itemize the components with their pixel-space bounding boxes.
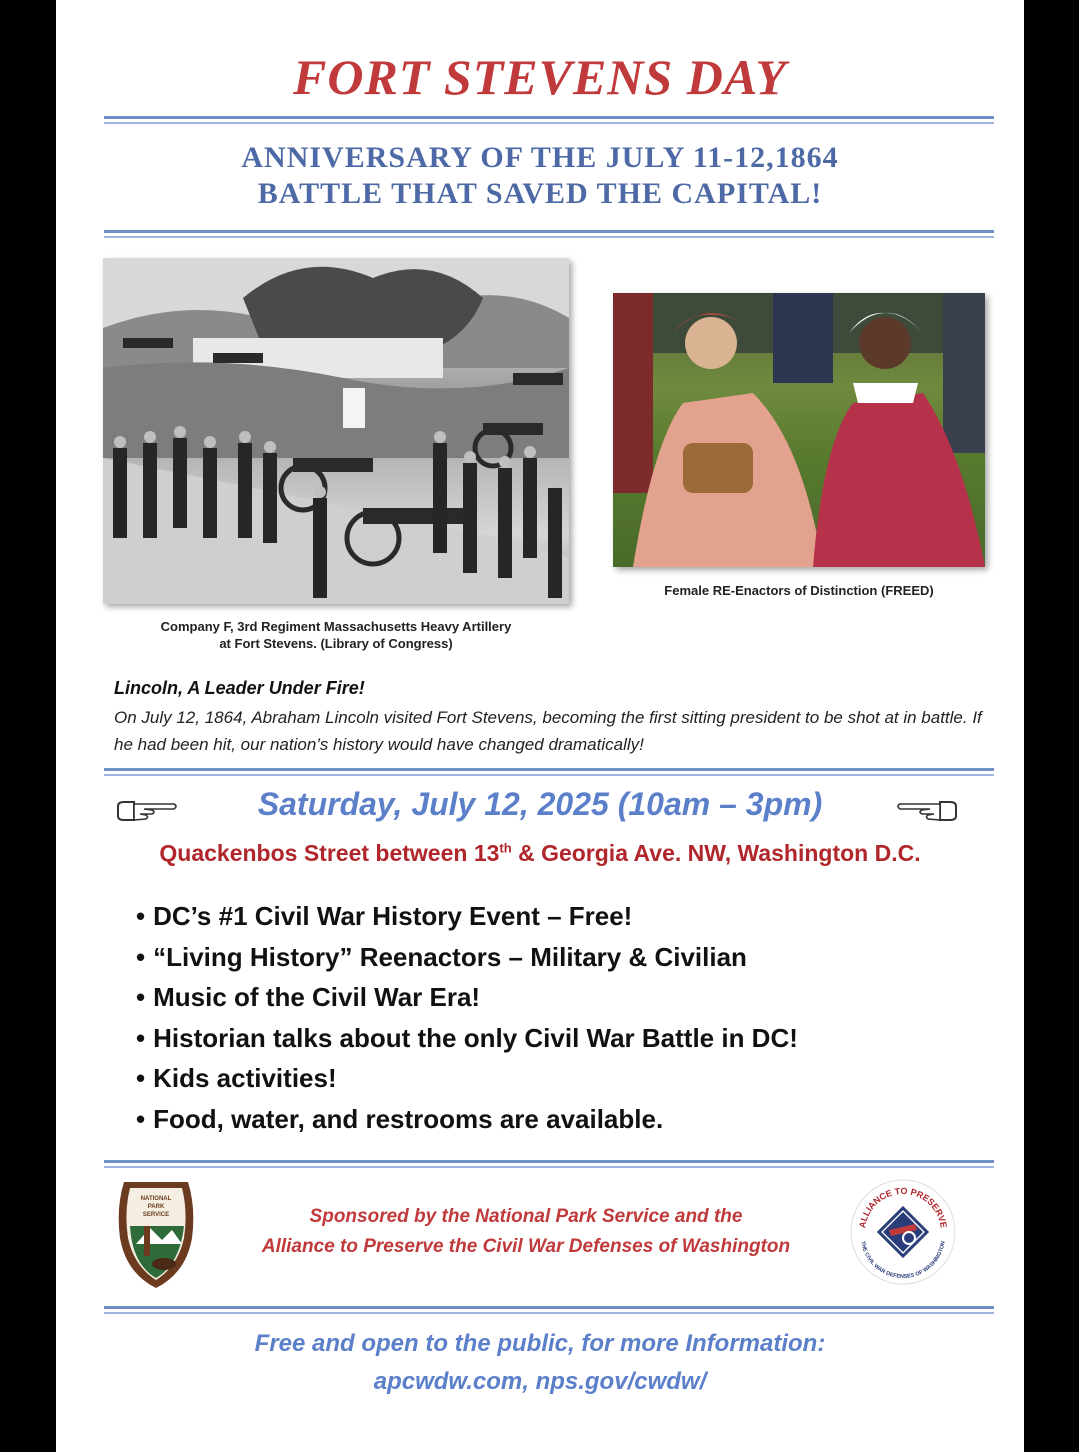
divider <box>104 230 994 238</box>
reenactors-photo-illustration <box>613 293 985 567</box>
page-title: FORT STEVENS DAY <box>293 49 787 105</box>
lincoln-heading: Lincoln, A Leader Under Fire! <box>114 678 365 698</box>
sponsor-line: Alliance to Preserve the Civil War Defenses of Washington <box>261 1236 791 1257</box>
sponsor-text <box>216 1202 836 1262</box>
divider <box>104 1306 994 1314</box>
event-date: Saturday, July 12, 2025 (10am – 3pm) <box>257 786 823 822</box>
nps-logo-text: NATIONAL <box>140 1196 172 1202</box>
subtitle <box>56 140 1024 212</box>
alliance-to-preserve-logo <box>849 1178 957 1286</box>
fort-stevens-historic-photo <box>103 258 569 604</box>
list-item: • Kids activities! <box>136 1058 798 1099</box>
subtitle-line: BATTLE THAT SAVED THE CAPITAL! <box>257 177 823 210</box>
reenactors-photo-caption: Female RE-Enactors of Distinction (FREED) <box>664 583 934 598</box>
highlights-list <box>136 896 798 1139</box>
caption-line: Company F, 3rd Regiment Massachusetts Heavy Artillery <box>160 619 512 634</box>
footer-links: apcwdw.com, nps.gov/cwdw/ <box>373 1368 707 1395</box>
footer-info <box>56 1325 1024 1401</box>
footer-line: Free and open to the public, for more Information: <box>254 1330 826 1357</box>
location-superscript: th <box>499 840 512 856</box>
list-item: • Historian talks about the only Civil War Battle in DC! <box>136 1018 798 1059</box>
flyer-page <box>56 0 1024 1452</box>
caption-line: at Fort Stevens. (Library of Congress) <box>219 636 453 651</box>
list-item: • Food, water, and restrooms are available. <box>136 1099 798 1140</box>
list-item: • Music of the Civil War Era! <box>136 977 798 1018</box>
list-item: • DC’s #1 Civil War History Event – Free! <box>136 896 798 937</box>
alliance-logo-text: ALLIANCE TO PRESERVE <box>857 1185 949 1229</box>
divider <box>104 768 994 776</box>
list-item: • “Living History” Reenactors – Military & Civilian <box>136 937 798 978</box>
reenactors-photo <box>613 293 985 567</box>
location-text: Quackenbos Street between 13 <box>159 840 500 866</box>
historic-photo-illustration <box>103 258 569 604</box>
pointing-hand-left-icon <box>894 796 958 826</box>
subtitle-line: ANNIVERSARY OF THE JULY 11-12,1864 <box>241 141 839 174</box>
event-location <box>56 840 1024 867</box>
historic-photo-caption <box>116 618 556 652</box>
location-text: & Georgia Ave. NW, Washington D.C. <box>511 840 921 866</box>
divider <box>104 1160 994 1168</box>
national-park-service-logo <box>114 1178 198 1290</box>
nps-logo-text: SERVICE <box>142 1212 170 1218</box>
divider <box>104 116 994 124</box>
alliance-logo-text: THE CIVIL WAR DEFENSES OF WASHINGTON <box>859 1240 947 1281</box>
sponsor-line: Sponsored by the National Park Service and the <box>309 1206 743 1227</box>
lincoln-paragraph: On July 12, 1864, Abraham Lincoln visited Fort Stevens, becoming the first sitting president to be shot at in battle. If he had been hit, our nation’s history would have changed dramatically! <box>114 708 982 754</box>
nps-logo-text: PARK <box>147 1204 165 1210</box>
